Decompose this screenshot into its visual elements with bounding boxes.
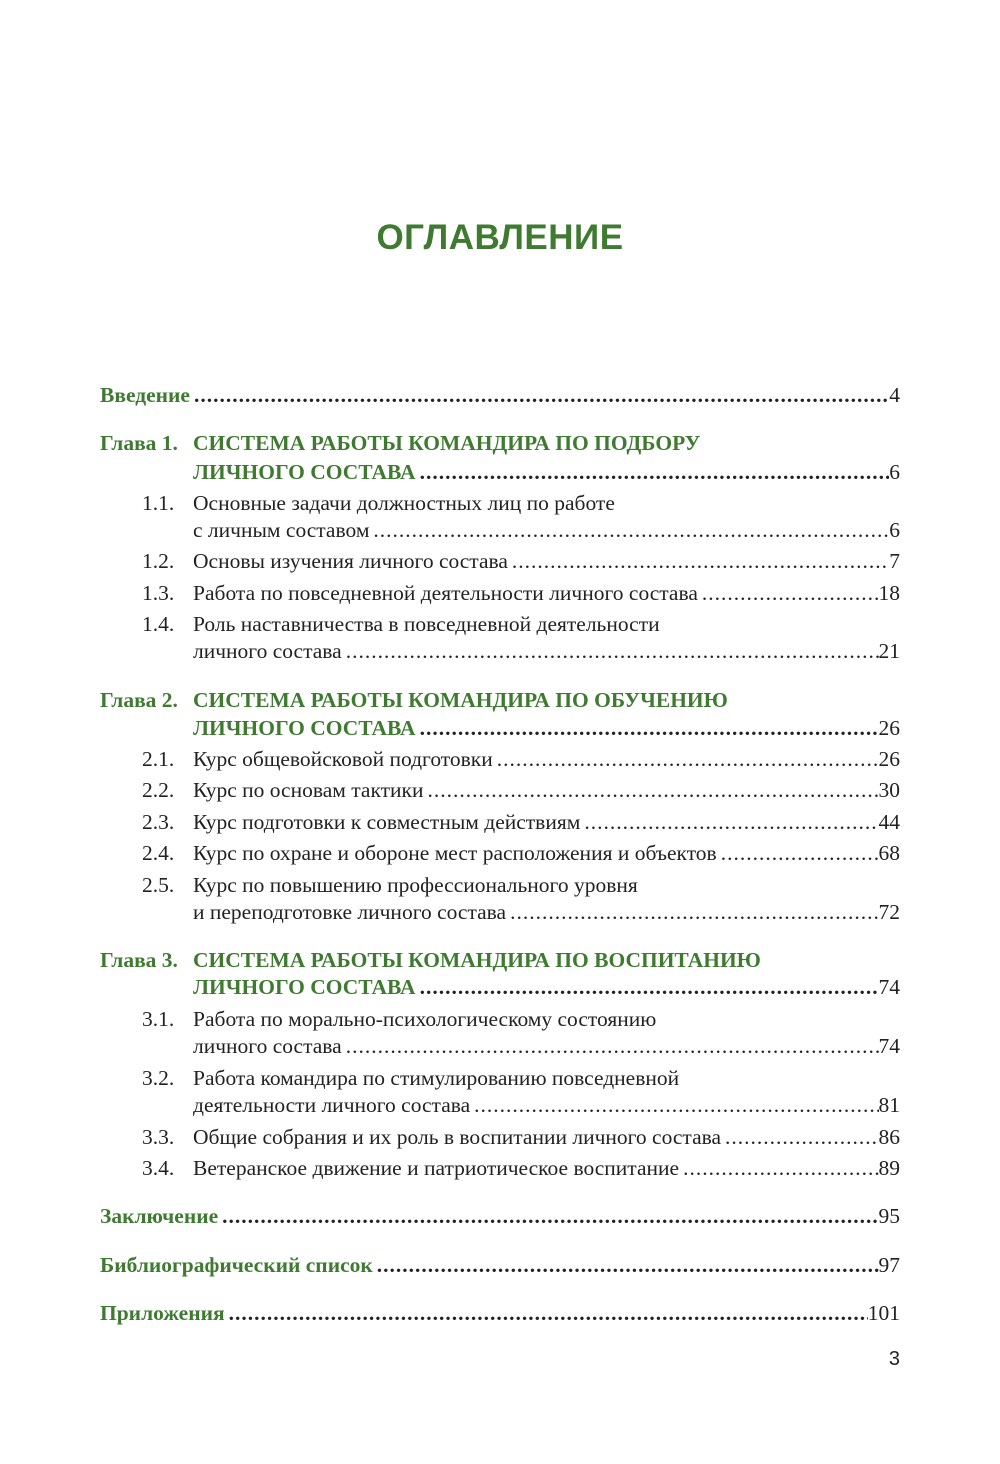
section-page: 7: [889, 549, 900, 573]
section-title-cont: и переподготовке личного состава: [193, 900, 507, 924]
section-number: 2.5.: [142, 873, 175, 897]
dot-leader: [474, 1090, 878, 1120]
dot-leader: [229, 1298, 868, 1328]
dot-leader: [420, 972, 879, 1002]
dot-leader: [497, 744, 879, 774]
toc-intro-label: Введение: [100, 383, 190, 407]
section-number: 1.1.: [142, 491, 175, 515]
toc-entry-conclusion[interactable]: [100, 1201, 900, 1231]
section-title[interactable]: Роль наставничества в повседневной деятельности: [193, 612, 660, 636]
section-title-cont: личного состава: [193, 1034, 342, 1058]
section-number: 2.2.: [142, 778, 175, 802]
section-page: 89: [878, 1156, 900, 1180]
section-page: 81: [878, 1093, 900, 1117]
section-title: Курс общевойсковой подготовки: [193, 747, 493, 771]
section-page: 26: [878, 747, 900, 771]
dot-leader: [420, 457, 890, 487]
chapter-3-title-line1[interactable]: СИСТЕМА РАБОТЫ КОМАНДИРА ПО ВОСПИТАНИЮ: [193, 948, 761, 972]
chapter-3-number: Глава 3.: [100, 948, 178, 972]
section-page: 21: [878, 639, 900, 663]
section-page: 6: [889, 518, 900, 542]
section-title: Курс по основам тактики: [193, 778, 424, 802]
section-number: 2.3.: [142, 810, 175, 834]
toc-entry-section[interactable]: [193, 578, 900, 608]
toc-entry-section[interactable]: [193, 1090, 900, 1120]
section-number: 1.4.: [142, 612, 175, 636]
toc-entry-bibliography[interactable]: [100, 1250, 900, 1280]
page-number: 3: [888, 1348, 900, 1370]
section-page: 30: [878, 778, 900, 802]
chapter-2-page: 26: [878, 716, 900, 740]
dot-leader: [377, 1250, 879, 1280]
section-title[interactable]: Работа по морально-психологическому состоянию: [193, 1007, 657, 1031]
section-title-cont: деятельности личного состава: [193, 1093, 471, 1117]
chapter-3-title-line2: ЛИЧНОГО СОСТАВА: [193, 975, 416, 999]
section-number: 1.2.: [142, 549, 175, 573]
dot-leader: [222, 1201, 878, 1231]
section-title: Общие собрания и их роль в воспитании личного состава: [193, 1125, 722, 1149]
section-title-cont: личного состава: [193, 639, 342, 663]
toc-entry-appendices[interactable]: [100, 1298, 900, 1328]
toc-entry-section[interactable]: [193, 1153, 900, 1183]
toc-entry-section[interactable]: [193, 636, 900, 666]
toc-intro-page: 4: [889, 383, 900, 407]
section-title[interactable]: Работа командира по стимулированию повседневной: [193, 1066, 680, 1090]
section-page: 72: [878, 900, 900, 924]
toc-bibliography-page: 97: [878, 1253, 900, 1277]
section-page: 18: [878, 581, 900, 605]
section-title: Ветеранское движение и патриотическое воспитание: [193, 1156, 680, 1180]
dot-leader: [346, 636, 879, 666]
toc-entry-section[interactable]: [193, 515, 900, 545]
toc-conclusion-label: Заключение: [100, 1204, 219, 1228]
dot-leader: [510, 897, 878, 927]
chapter-1-page: 6: [889, 460, 900, 484]
chapter-1-number: Глава 1.: [100, 431, 178, 455]
toc-entry-intro[interactable]: [100, 380, 900, 410]
toc-appendices-page: 101: [867, 1301, 900, 1325]
dot-leader: [427, 775, 878, 805]
section-number: 3.4.: [142, 1156, 175, 1180]
toc-entry-section[interactable]: [193, 807, 900, 837]
dot-leader: [346, 1031, 879, 1061]
section-page: 86: [878, 1125, 900, 1149]
section-number: 2.1.: [142, 747, 175, 771]
toc-conclusion-page: 95: [878, 1204, 900, 1228]
dot-leader: [194, 380, 889, 410]
chapter-2-title-line2: ЛИЧНОГО СОСТАВА: [193, 716, 416, 740]
section-page: 74: [878, 1034, 900, 1058]
chapter-3-page: 74: [878, 975, 900, 999]
toc-entry-section[interactable]: [193, 838, 900, 868]
page-title: ОГЛАВЛЕНИЕ: [376, 218, 624, 257]
toc-entry-section[interactable]: [193, 897, 900, 927]
toc-bibliography-label: Библиографический список: [100, 1253, 373, 1277]
section-title: Курс по охране и обороне мест расположения и объектов: [193, 841, 717, 865]
section-number: 2.4.: [142, 841, 175, 865]
section-page: 68: [878, 841, 900, 865]
toc-entry-section[interactable]: [193, 1031, 900, 1061]
dot-leader: [725, 1122, 878, 1152]
section-title: Основы изучения личного состава: [193, 549, 508, 573]
section-number: 1.3.: [142, 581, 175, 605]
toc-entry-chapter-1[interactable]: [193, 457, 900, 487]
dot-leader: [584, 807, 878, 837]
toc-appendices-label: Приложения: [100, 1301, 225, 1325]
section-title-cont: с личным составом: [193, 518, 370, 542]
toc-entry-chapter-2[interactable]: [193, 713, 900, 743]
dot-leader: [721, 838, 879, 868]
section-title[interactable]: Курс по повышению профессионального уровня: [193, 873, 638, 897]
chapter-1-title-line2: ЛИЧНОГО СОСТАВА: [193, 460, 416, 484]
chapter-2-title-line1[interactable]: СИСТЕМА РАБОТЫ КОМАНДИРА ПО ОБУЧЕНИЮ: [193, 688, 728, 712]
chapter-1-title-line1[interactable]: СИСТЕМА РАБОТЫ КОМАНДИРА ПО ПОДБОРУ: [193, 431, 701, 455]
toc-entry-section[interactable]: [193, 1122, 900, 1152]
chapter-2-number: Глава 2.: [100, 688, 178, 712]
toc-entry-section[interactable]: [193, 744, 900, 774]
section-page: 44: [878, 810, 900, 834]
section-title: Курс подготовки к совместным действиям: [193, 810, 581, 834]
toc-entry-chapter-3[interactable]: [193, 972, 900, 1002]
dot-leader: [373, 515, 889, 545]
dot-leader: [420, 713, 879, 743]
section-number: 3.1.: [142, 1007, 175, 1031]
dot-leader: [683, 1153, 878, 1183]
toc-entry-section[interactable]: [193, 775, 900, 805]
toc-entry-section[interactable]: [193, 546, 900, 576]
section-title: Работа по повседневной деятельности личного состава: [193, 581, 698, 605]
dot-leader: [512, 546, 889, 576]
section-number: 3.3.: [142, 1125, 175, 1149]
section-number: 3.2.: [142, 1066, 175, 1090]
dot-leader: [702, 578, 879, 608]
section-title[interactable]: Основные задачи должностных лиц по работе: [193, 491, 615, 515]
